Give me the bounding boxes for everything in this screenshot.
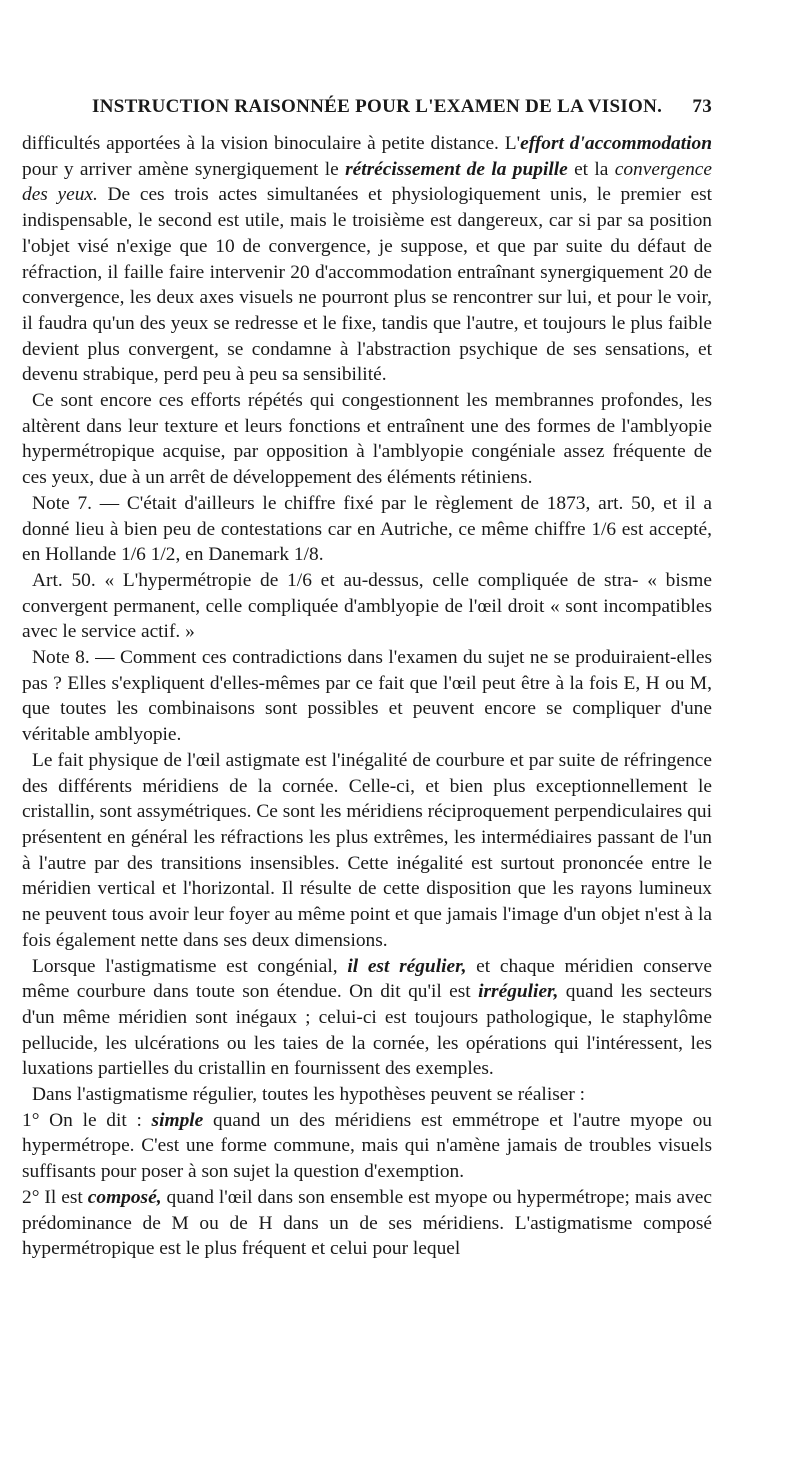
text-run: quand un des méridiens est emmétrope et l'autre myope ou hypermétrope. C'est une forme commune, mais qui n'amène jamais de troubles visuels suffisants pour poser à son sujet la question d'exemption. xyxy=(22,1109,712,1183)
text-run: et chaque méridien conserve même courbure dans toute son étendue. On dit qu'il est xyxy=(22,955,712,1003)
running-title: INSTRUCTION RAISONNÉE POUR L'EXAMEN DE LA VISION. xyxy=(92,96,663,117)
text-run: pour y arriver amène synergiquement le xyxy=(22,158,346,180)
page-header xyxy=(92,96,712,124)
emphasis-text: composé, xyxy=(87,1186,162,1208)
text-run: et la xyxy=(567,158,615,180)
text-run: De ces trois actes simultanées et physiologiquement unis, le premier est indispensable, le second est utile, mais le troisième est dangereux, car si par sa position l'objet visé n'exige que 10 de convergence, je suppose, et que par suite du défaut de réfraction, il faille faire intervenir 20 d'accommodation entraînant synergiquement 20 de convergence, les deux axes visuels ne pourront plus se rencontrer sur lui, et pour le voir, il faudra qu'un des yeux se redresse et le fixe, tandis que l'autre, et toujours le plus faible devient plus convergent, se condamne à l'abstraction psychique de ses sensations, et devenu strabique, perd peu à peu sa sensibilité. xyxy=(22,184,713,386)
article-50-quote: Art. 50. « L'hypermétropie de 1/6 et au-dessus, celle compliquée de stra- « bisme convergent permanent, celle compliquée d'amblyopie de l'œil droit « sont incompatibles avec le service actif. » xyxy=(22,569,712,643)
text-run: quand les secteurs d'un même méridien sont inégaux ; celui-ci est toujours pathologique, le staphylôme pellucide, les ulcérations ou les taies de la cornée, les opérations qui l'intéressent, les luxations partielles du cristallin en fournissent des exemples. xyxy=(22,981,712,1080)
list-item-simple xyxy=(22,1108,712,1185)
text-run: Lorsque l'astigmatisme est congénial, xyxy=(32,955,348,977)
text-run: 2° Il est xyxy=(22,1186,88,1208)
note-8: Note 8. — Comment ces contradictions dans l'examen du sujet ne se produiraient-elles pas ? Elles s'expliquent d'elles-mêmes par ce fait que l'œil peut être à la fois E, H ou M, que toutes les combinaisons sont possibles et peuvent encore se compliquer d'une véritable amblyopie. xyxy=(22,647,712,746)
note-7: Note 7. — C'était d'ailleurs le chiffre fixé par le règlement de 1873, art. 50, et il a donné lieu à bien peu de contestations car en Autriche, ce même chiffre 1/6 est accepté, en Hollande 1/6 1/2, en Danemark 1/8. xyxy=(22,492,712,566)
page-number: 73 xyxy=(692,96,712,117)
emphasis-text: irrégulier, xyxy=(478,981,559,1003)
page-body xyxy=(22,131,712,1262)
paragraph-regular-irregular xyxy=(22,954,712,1083)
list-item-compose xyxy=(22,1185,712,1262)
paragraph-2: Ce sont encore ces efforts répétés qui congestionnent les membrannes profondes, les altèrent dans leur texture et leurs fonctions et entraînent une des formes de l'amblyopie hypermétropique acquise, par opposition à l'amblyopie congéniale assez fréquente de ces yeux, due à un arrêt de développement des éléments rétiniens. xyxy=(22,390,712,489)
paragraph-hypotheses: Dans l'astigmatisme régulier, toutes les hypothèses peuvent se réaliser : xyxy=(32,1084,586,1106)
text-run: 1° On le dit : xyxy=(22,1109,152,1131)
emphasis-text: rétrécissement de la pupille xyxy=(345,158,568,180)
emphasis-text: convergence des yeux. xyxy=(22,158,712,206)
paragraph-1 xyxy=(22,131,712,388)
emphasis-text: effort d'accommodation xyxy=(520,133,712,154)
emphasis-text: simple xyxy=(151,1109,204,1131)
text-run: quand l'œil dans son ensemble est myope ou hypermétrope; mais avec prédominance de M ou de H dans un de ses méridiens. L'astigmatisme composé hypermétropique est le plus fréquent et celui pour lequel xyxy=(22,1186,712,1260)
emphasis-text: il est régulier, xyxy=(347,955,467,977)
paragraph-astigmatism: Le fait physique de l'œil astigmate est l'inégalité de courbure et par suite de réfringence des différents méridiens de la cornée. Celle-ci, et bien plus exceptionnellement le cristallin, sont assymétriques. Ce sont les méridiens réciproquement perpendiculaires qui présentent en général les réfractions les plus extrêmes, les intermédiaires passant de l'un à l'autre par des transitions insensibles. Cette inégalité est surtout prononcée entre le méridien vertical et l'horizontal. Il résulte de cette disposition que les rayons lumineux ne peuvent tous avoir leur foyer au même point et que jamais l'image d'un objet n'est à la fois également nette dans ses deux dimensions. xyxy=(22,749,712,951)
text-run: difficultés apportées à la vision binoculaire à petite distance. L' xyxy=(22,133,521,154)
